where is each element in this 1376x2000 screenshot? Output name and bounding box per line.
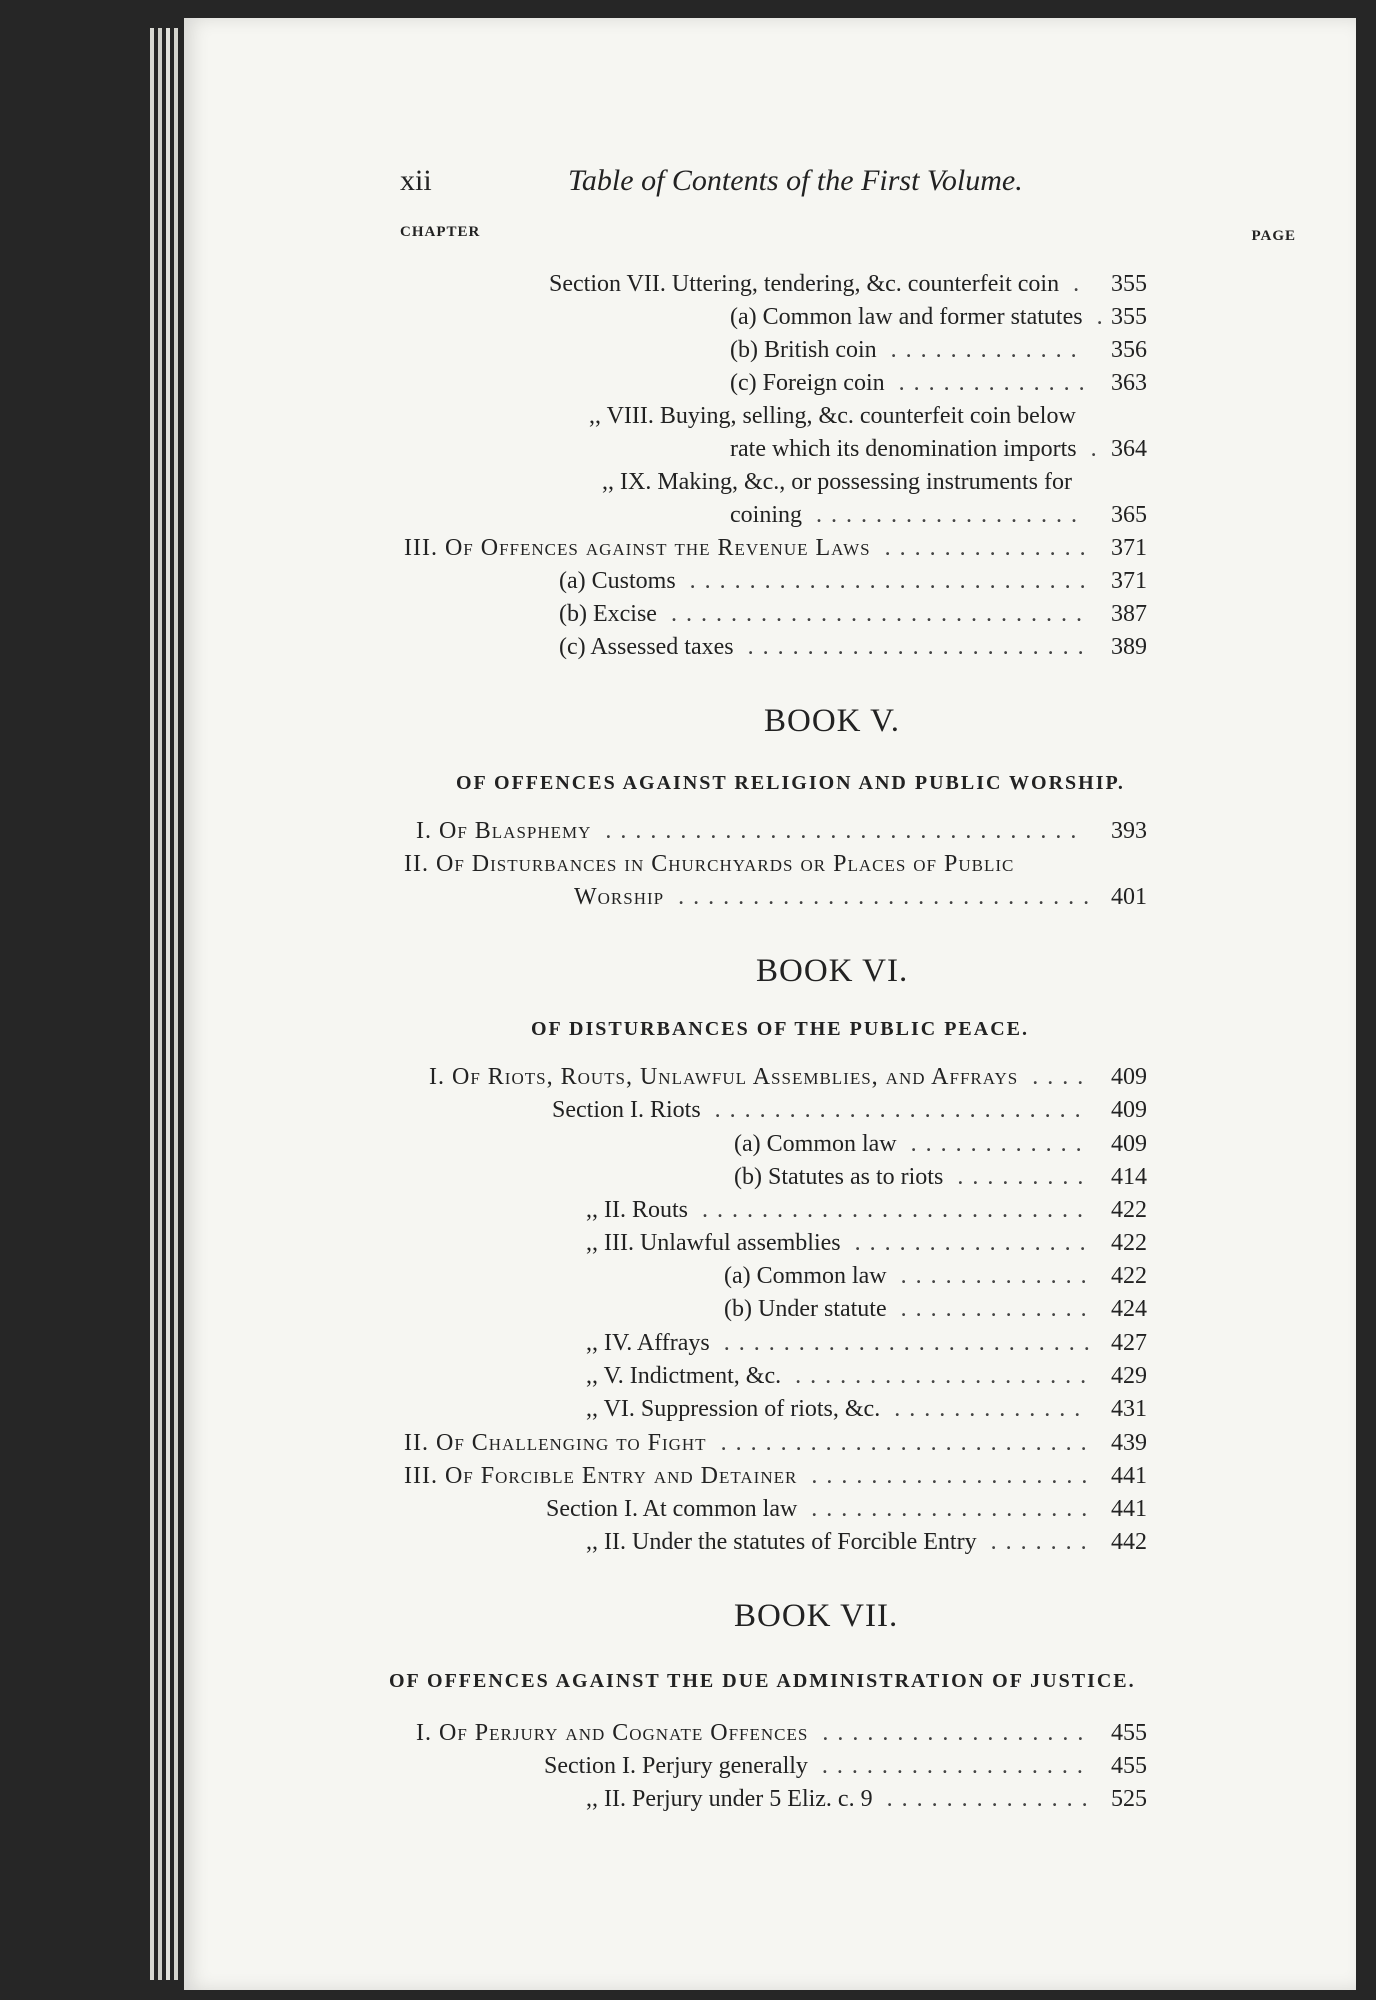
dot-leaders: ................... [811, 1463, 1097, 1489]
toc-entry [586, 1194, 1147, 1226]
toc-entry-title: Section VII. Uttering, tendering, &c. counterfeit coin [549, 271, 1060, 297]
toc-entry-title: Section I. Riots [552, 1097, 701, 1123]
toc-entry [730, 367, 1147, 399]
toc-entry [724, 1260, 1147, 1292]
toc-entry-title: ,, II. Perjury under 5 Eliz. c. 9 [586, 1786, 873, 1812]
book-subtitle: OF DISTURBANCES OF THE PUBLIC PEACE. [531, 1018, 1029, 1040]
toc-entry-page: 389 [1111, 634, 1147, 660]
toc-entry-title: (a) Common law [724, 1263, 887, 1289]
toc-entry-page: 431 [1111, 1396, 1147, 1422]
chapter-label: CHAPTER [400, 224, 481, 240]
toc-entry-page: 441 [1111, 1463, 1147, 1489]
toc-entry-title: (b) Statutes as to riots [734, 1164, 944, 1190]
toc-entry-title: (c) Assessed taxes [559, 634, 734, 660]
dot-leaders: .................. [822, 1720, 1093, 1746]
toc-entry [429, 1061, 1147, 1093]
toc-entry [586, 1360, 1147, 1392]
toc-entry-page: 442 [1111, 1529, 1147, 1555]
toc-entry-page: 363 [1111, 370, 1147, 396]
toc-entry-page: 387 [1111, 601, 1147, 627]
toc-entry [734, 1128, 1147, 1160]
dot-leaders: .................. [821, 1753, 1092, 1779]
toc-entry [404, 1460, 1147, 1492]
toc-entry-page: 409 [1111, 1097, 1147, 1123]
toc-entry-title: ,, II. Under the statutes of Forcible Entry [586, 1529, 977, 1555]
dot-leaders: ......................... [720, 1430, 1096, 1456]
dot-leaders: .................. [816, 502, 1086, 528]
toc-entry [586, 1327, 1147, 1359]
toc-entry-page: 355 [1111, 304, 1147, 330]
toc-entry-page: 455 [1111, 1720, 1147, 1746]
book-title: BOOK V. [764, 703, 900, 739]
toc-entry [549, 268, 1147, 300]
dot-leaders: .................... [795, 1363, 1096, 1389]
toc-entry-title: ,, VIII. Buying, selling, &c. counterfeit coin below [589, 403, 1076, 429]
toc-entry-page: 439 [1111, 1430, 1147, 1456]
toc-entry-page: 422 [1111, 1263, 1147, 1289]
toc-entry-title: I. Of Blasphemy [416, 818, 592, 844]
dot-leaders: ......................... [723, 1330, 1099, 1356]
page-edge [158, 28, 162, 1980]
page-edge [150, 28, 154, 1980]
page-edge [174, 28, 178, 1980]
toc-entry [552, 1094, 1147, 1126]
toc-entry [589, 400, 1279, 432]
toc-entry [416, 1717, 1147, 1749]
dot-leaders: ............................ [670, 601, 1091, 627]
book-title: BOOK VII. [734, 1598, 899, 1634]
toc-entry-title: III. Of Forcible Entry and Detainer [404, 1463, 798, 1489]
toc-entry-title: ,, IX. Making, &c., or possessing instruments for [602, 469, 1072, 495]
dot-leaders: . [1073, 271, 1089, 297]
toc-entry [559, 631, 1147, 663]
toc-entry-title: II. Of Challenging to Fight [404, 1430, 707, 1456]
toc-entry-page: 356 [1111, 337, 1147, 363]
dot-leaders: ............. [900, 1263, 1096, 1289]
toc-entry-page: 371 [1111, 535, 1147, 561]
toc-entry-page: 441 [1111, 1496, 1147, 1522]
toc-entry-title: (c) Foreign coin [730, 370, 885, 396]
toc-entry-title: (b) Under statute [724, 1296, 887, 1322]
dot-leaders: ....... [990, 1529, 1096, 1555]
toc-entry-page: 401 [1111, 884, 1147, 910]
toc-entry [730, 334, 1147, 366]
toc-entry-page: 414 [1111, 1164, 1147, 1190]
toc-entry [544, 1750, 1147, 1782]
dot-leaders: ....................... [747, 634, 1093, 660]
dot-leaders: . [1096, 304, 1112, 330]
toc-entry [546, 1493, 1147, 1525]
toc-entry-page: 424 [1111, 1296, 1147, 1322]
toc-entry-page: 427 [1111, 1330, 1147, 1356]
toc-entry-title: (a) Common law [734, 1131, 897, 1157]
toc-entry-title: I. Of Riots, Routs, Unlawful Assemblies, and Affrays [429, 1064, 1019, 1090]
running-title: Table of Contents of the First Volume. [568, 164, 1023, 197]
book-subtitle: OF OFFENCES AGAINST RELIGION AND PUBLIC WORSHIP. [456, 772, 1125, 794]
dot-leaders: . [1090, 436, 1106, 462]
dot-leaders: ........................... [689, 568, 1095, 594]
toc-entry-title: ,, IV. Affrays [586, 1330, 710, 1356]
toc-entry-title: (a) Customs [559, 568, 676, 594]
toc-entry-page: 393 [1111, 818, 1147, 844]
toc-entry [404, 848, 1094, 880]
toc-entry-title: ,, II. Routs [586, 1197, 688, 1223]
toc-entry-title: (a) Common law and former statutes [730, 304, 1083, 330]
book-title: BOOK VI. [756, 953, 909, 989]
toc-entry-title: II. Of Disturbances in Churchyards or Places of Public [404, 851, 1015, 877]
dot-leaders: ................................ [605, 818, 1086, 844]
dot-leaders: ................ [854, 1230, 1095, 1256]
dot-leaders: .... [1032, 1064, 1093, 1090]
toc-entry [730, 301, 1147, 333]
page-edge [166, 28, 170, 1980]
dot-leaders: ................... [811, 1496, 1097, 1522]
dot-leaders: ............. [898, 370, 1094, 396]
dot-leaders: ............................ [678, 884, 1099, 910]
toc-entry [404, 532, 1147, 564]
toc-entry [602, 466, 1292, 498]
toc-entry-title: ,, III. Unlawful assemblies [586, 1230, 841, 1256]
toc-entry [586, 1393, 1147, 1425]
toc-entry-title: (b) British coin [730, 337, 877, 363]
toc-entry-page: 409 [1111, 1064, 1147, 1090]
toc-entry [404, 1427, 1147, 1459]
toc-entry-title: rate which its denomination imports [730, 436, 1077, 462]
toc-entry-page: 364 [1111, 436, 1147, 462]
dot-leaders: ............. [900, 1296, 1096, 1322]
toc-entry [724, 1293, 1147, 1325]
toc-entry-title: coining [730, 502, 802, 528]
toc-entry-title: I. Of Perjury and Cognate Offences [416, 1720, 809, 1746]
toc-entry-page: 429 [1111, 1363, 1147, 1389]
toc-entry-page: 455 [1111, 1753, 1147, 1779]
toc-entry [559, 565, 1147, 597]
toc-entry-page: 371 [1111, 568, 1147, 594]
dot-leaders: .............. [884, 535, 1095, 561]
toc-entry [730, 499, 1147, 531]
page-label: PAGE [1251, 228, 1296, 244]
page [184, 18, 1356, 1990]
dot-leaders: .............. [886, 1786, 1097, 1812]
toc-entry [586, 1227, 1147, 1259]
toc-entry [559, 598, 1147, 630]
dot-leaders: ............ [910, 1131, 1091, 1157]
toc-entry-page: 422 [1111, 1197, 1147, 1223]
toc-entry [586, 1783, 1147, 1815]
toc-entry-title: III. Of Offences against the Revenue Laws [404, 535, 871, 561]
toc-entry [416, 815, 1147, 847]
folio-number: xii [400, 164, 432, 197]
toc-entry [734, 1161, 1147, 1193]
toc-entry [586, 1526, 1147, 1558]
toc-entry-page: 409 [1111, 1131, 1147, 1157]
toc-entry [574, 881, 1147, 913]
toc-entry-title: ,, VI. Suppression of riots, &c. [586, 1396, 881, 1422]
toc-entry-title: Section I. At common law [546, 1496, 798, 1522]
toc-entry-title: Section I. Perjury generally [544, 1753, 808, 1779]
dot-leaders: ............. [894, 1396, 1090, 1422]
dot-leaders: ......... [957, 1164, 1093, 1190]
toc-entry-title: Worship [574, 884, 665, 910]
toc-entry-page: 422 [1111, 1230, 1147, 1256]
toc-entry [730, 433, 1147, 465]
book-subtitle: OF OFFENCES AGAINST THE DUE ADMINISTRATION OF JUSTICE. [389, 1670, 1136, 1692]
toc-entry-title: ,, V. Indictment, &c. [586, 1363, 782, 1389]
dot-leaders: .......................... [702, 1197, 1092, 1223]
dot-leaders: ............. [890, 337, 1086, 363]
dot-leaders: ......................... [714, 1097, 1090, 1123]
toc-entry-page: 355 [1111, 271, 1147, 297]
toc-entry-page: 365 [1111, 502, 1147, 528]
toc-entry-page: 525 [1111, 1786, 1147, 1812]
toc-entry-title: (b) Excise [559, 601, 657, 627]
